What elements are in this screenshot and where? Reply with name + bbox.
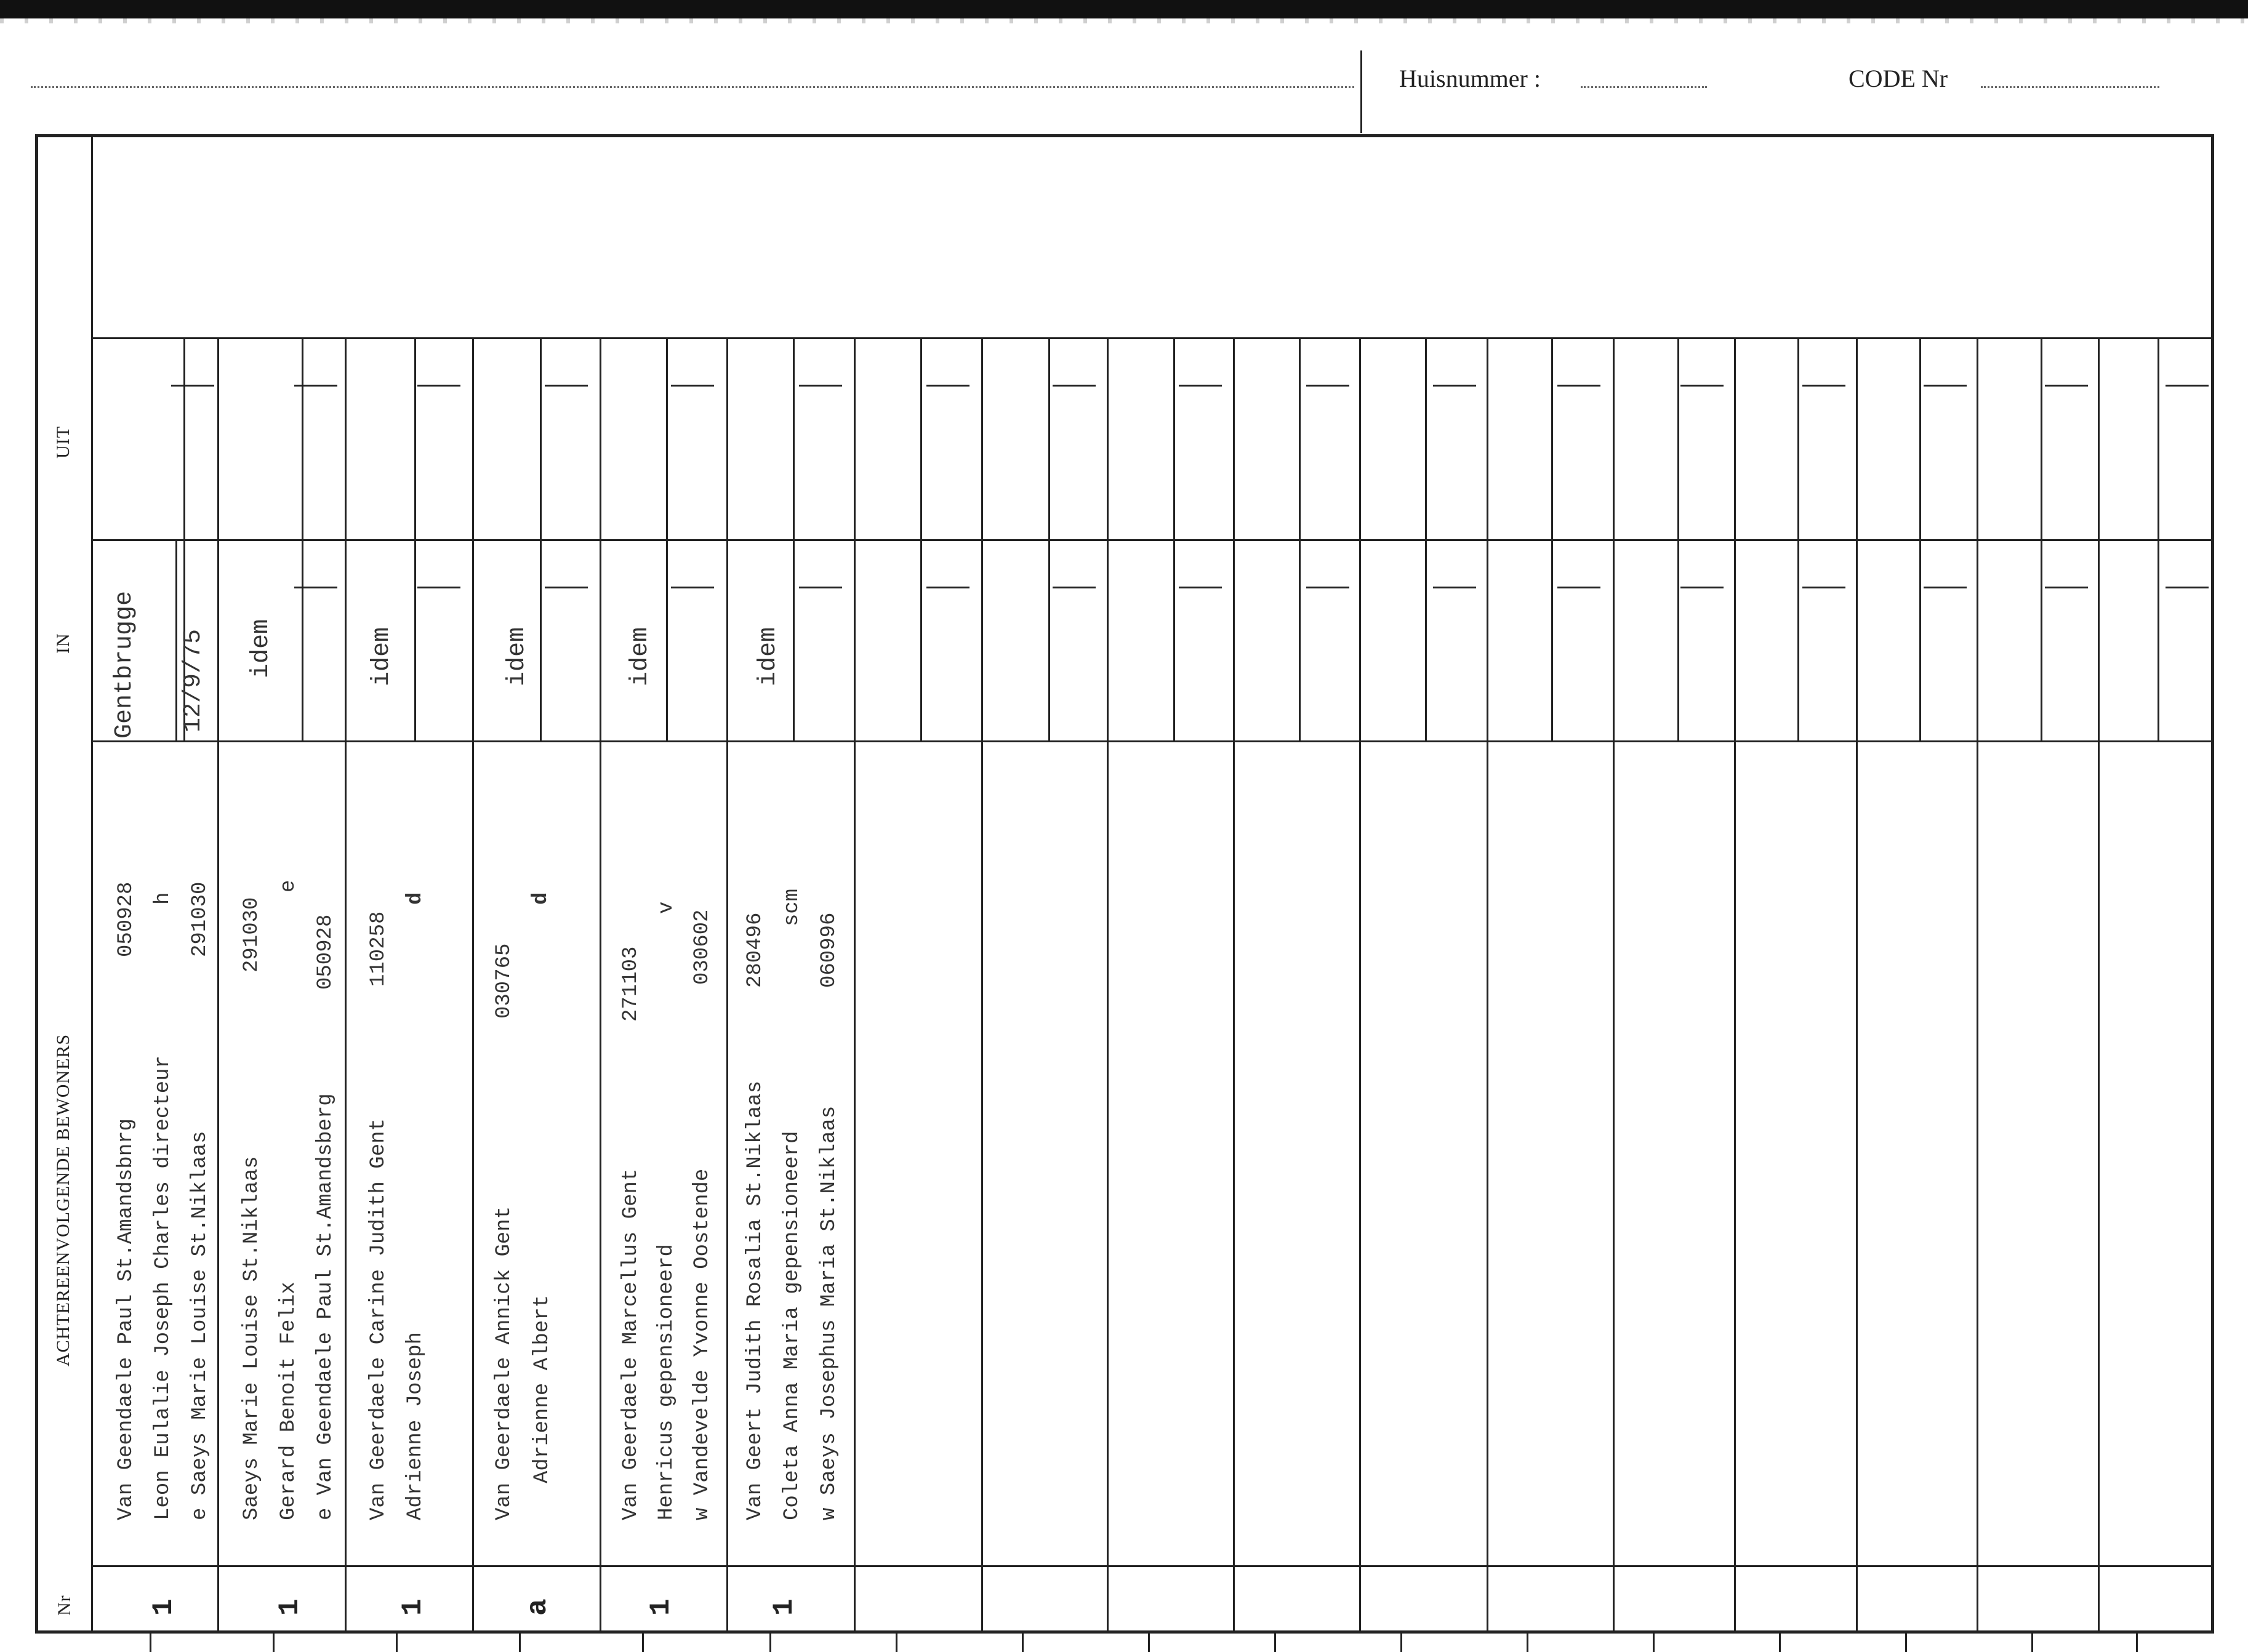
address-line xyxy=(31,86,1354,88)
in-dash xyxy=(2166,587,2209,588)
row-1-in-place: Gentbrugge xyxy=(111,590,138,739)
uit-dash xyxy=(1053,385,1096,387)
uit-subdivider xyxy=(920,337,922,740)
bottom-tick xyxy=(1779,1634,1781,1652)
uit-subdivider xyxy=(2041,337,2042,740)
row-1-in-date: 12/9/75 xyxy=(180,628,207,732)
row-5-line-2-name: Henricus gepensioneerd xyxy=(655,1244,678,1520)
uit-dash xyxy=(1179,385,1222,387)
code-nr-field xyxy=(1981,86,2159,88)
uit-dash xyxy=(2045,385,2088,387)
row-3-line-1-code: 110258 xyxy=(367,911,390,987)
bottom-tick xyxy=(896,1634,897,1652)
row-1-line-3-code: 291030 xyxy=(188,881,212,957)
col-divider-15 xyxy=(1977,337,1978,1634)
col-divider-2 xyxy=(345,337,347,1634)
uit-subdivider xyxy=(666,337,668,740)
uit-subdivider xyxy=(1551,337,1553,740)
col-divider-6 xyxy=(854,337,856,1634)
uit-dash xyxy=(671,385,714,387)
code-nr-label: CODE Nr xyxy=(1849,65,1948,92)
band-line-uit-top xyxy=(91,337,2214,339)
uit-dash xyxy=(1802,385,1845,387)
uit-dash xyxy=(926,385,969,387)
col-divider-14 xyxy=(1856,337,1858,1634)
in-dash xyxy=(1557,587,1600,588)
in-dash xyxy=(671,587,714,588)
row-1-line-2-code: h xyxy=(151,892,175,905)
bottom-tick xyxy=(150,1634,151,1652)
uit-subdivider xyxy=(540,337,542,740)
col-divider-10 xyxy=(1359,337,1361,1634)
uit-subdivider xyxy=(793,337,795,740)
row-5-line-3-code: 030602 xyxy=(691,909,714,985)
band-line-bewoners-top xyxy=(91,740,2214,742)
in-dash xyxy=(545,587,588,588)
row-4-line-1-code: 030765 xyxy=(492,943,516,1019)
row-6-line-3-code: 060996 xyxy=(817,912,841,988)
uit-dash xyxy=(1924,385,1967,387)
band-line-in-top xyxy=(91,539,2214,541)
in-dash xyxy=(1802,587,1845,588)
in-dash xyxy=(799,587,842,588)
row-2-in: idem xyxy=(247,619,275,678)
row-6-nr: 1 xyxy=(768,1598,800,1616)
in-dash xyxy=(2045,587,2088,588)
in-dash xyxy=(417,587,460,588)
col-divider-4 xyxy=(600,337,601,1634)
row-2-line-1-name: Saeys Marie Louise St.Niklaas xyxy=(240,1156,263,1520)
row-5-nr: 1 xyxy=(645,1598,677,1616)
row-2-line-2-name: Gerard Benoit Felix xyxy=(277,1281,300,1520)
in-dash xyxy=(1053,587,1096,588)
bottom-tick xyxy=(273,1634,275,1652)
in-dash xyxy=(1306,587,1349,588)
uit-subdivider xyxy=(2158,337,2159,740)
col-divider-3 xyxy=(472,337,474,1634)
row-6-line-1-code: 280496 xyxy=(744,912,767,988)
col-divider-12 xyxy=(1613,337,1615,1634)
uit-dash xyxy=(171,385,214,387)
in-dash xyxy=(926,587,969,588)
bottom-tick xyxy=(1148,1634,1150,1652)
header-separator xyxy=(1360,50,1362,133)
row-6-line-1-name: Van Geert Judith Rosalia St.Niklaas xyxy=(744,1080,767,1520)
uit-subdivider xyxy=(1425,337,1427,740)
column-header-nr: Nr xyxy=(54,1595,74,1616)
bottom-tick xyxy=(1527,1634,1528,1652)
bottom-tick xyxy=(2136,1634,2138,1652)
col-divider-7 xyxy=(981,337,983,1634)
in-dash xyxy=(1179,587,1222,588)
column-header-bewoners: ACHTEREENVOLGENDE BEWONERS xyxy=(53,1033,73,1366)
row-3-line-2-code: d xyxy=(404,892,427,905)
uit-dash xyxy=(294,385,337,387)
row-4-nr: a xyxy=(522,1598,554,1616)
bottom-tick xyxy=(1274,1634,1276,1652)
uit-subdivider xyxy=(1797,337,1799,740)
row-4-line-1-name: Van Geerdaele Annick Gent xyxy=(492,1206,516,1520)
row-1-nr: 1 xyxy=(148,1598,180,1616)
uit-subdivider xyxy=(1173,337,1175,740)
bottom-tick xyxy=(1022,1634,1024,1652)
row-2-line-3-code: 050928 xyxy=(314,914,337,990)
uit-subdivider xyxy=(1048,337,1050,740)
uit-subdivider xyxy=(414,337,416,740)
row-5-line-2-code: v xyxy=(655,901,678,914)
row-6-line-2-code: scm xyxy=(781,888,804,926)
col-divider-13 xyxy=(1734,337,1736,1634)
bottom-tick xyxy=(2031,1634,2033,1652)
bottom-tick xyxy=(642,1634,644,1652)
header-column-divider xyxy=(91,134,93,1634)
row-5-line-1-name: Van Geerdaele Marcellus Gent xyxy=(619,1168,643,1520)
row-6-line-3-name: w Saeys Josephus Maria St.Niklaas xyxy=(817,1105,841,1520)
uit-dash xyxy=(2166,385,2209,387)
row-5-line-3-name: w Vandevelde Yvonne Oostende xyxy=(691,1168,714,1520)
column-header-uit: UIT xyxy=(53,426,73,459)
uit-dash xyxy=(1557,385,1600,387)
row-6-line-2-name: Coleta Anna Maria gepensioneerd xyxy=(781,1131,804,1520)
row-2-line-2-code: e xyxy=(277,880,300,892)
row-3-line-2-name: Adrienne Joseph xyxy=(404,1331,427,1520)
in-dash xyxy=(294,587,337,588)
row-2-nr: 1 xyxy=(274,1598,306,1616)
row-3-line-1-name: Van Geerdaele Carine Judith Gent xyxy=(367,1118,390,1520)
uit-subdivider xyxy=(1677,337,1679,740)
uit-dash xyxy=(799,385,842,387)
in-dash xyxy=(1433,587,1476,588)
in-dash xyxy=(1680,587,1724,588)
uit-dash xyxy=(1680,385,1724,387)
row-1-line-1-code: 050928 xyxy=(114,881,138,957)
row-4-in: idem xyxy=(504,627,531,686)
col-divider-1 xyxy=(217,337,219,1634)
huisnummer-label: Huisnummer : xyxy=(1399,65,1541,92)
col-divider-5 xyxy=(726,337,728,1634)
row-1-line-1-name: Van Geendaele Paul St.Amandsbnrg xyxy=(114,1118,138,1520)
bottom-tick xyxy=(769,1634,771,1652)
row-1-line-2-name: Leon Eulalie Joseph Charles directeur xyxy=(151,1056,175,1520)
col-divider-11 xyxy=(1487,337,1488,1634)
col-divider-9 xyxy=(1233,337,1235,1634)
uit-subdivider xyxy=(302,337,303,740)
bottom-tick xyxy=(1653,1634,1655,1652)
row-3-nr: 1 xyxy=(397,1598,429,1616)
in-subdivider xyxy=(175,539,177,740)
col-divider-8 xyxy=(1107,337,1109,1634)
row-6-in: idem xyxy=(755,627,782,686)
uit-dash xyxy=(1306,385,1349,387)
row-5-line-1-code: 271103 xyxy=(619,946,643,1022)
scan-top-bar xyxy=(0,0,2248,18)
uit-dash xyxy=(545,385,588,387)
row-3-in: idem xyxy=(368,627,396,686)
column-header-in: IN xyxy=(53,633,73,654)
bottom-tick xyxy=(1905,1634,1907,1652)
uit-subdivider xyxy=(1299,337,1301,740)
uit-dash xyxy=(1433,385,1476,387)
in-dash xyxy=(1924,587,1967,588)
band-line-nr-top xyxy=(91,1565,2214,1567)
row-4-line-2-code: d xyxy=(529,892,553,905)
row-4-line-2-name: Adrienne Albert xyxy=(531,1294,554,1483)
bottom-tick xyxy=(519,1634,521,1652)
register-table xyxy=(35,134,2214,1634)
row-1-line-3-name: e Saeys Marie Louise St.Niklaas xyxy=(188,1131,212,1520)
huisnummer-field xyxy=(1581,86,1707,88)
row-2-line-1-code: 291030 xyxy=(240,897,263,972)
col-divider-16 xyxy=(2098,337,2100,1634)
row-5-in: idem xyxy=(627,627,654,686)
uit-dash xyxy=(417,385,460,387)
scan-noise xyxy=(0,18,2248,23)
bottom-tick xyxy=(1400,1634,1402,1652)
bottom-tick xyxy=(396,1634,398,1652)
uit-subdivider xyxy=(1919,337,1921,740)
row-2-line-3-name: e Van Geendaele Paul St.Amandsberg xyxy=(314,1093,337,1520)
